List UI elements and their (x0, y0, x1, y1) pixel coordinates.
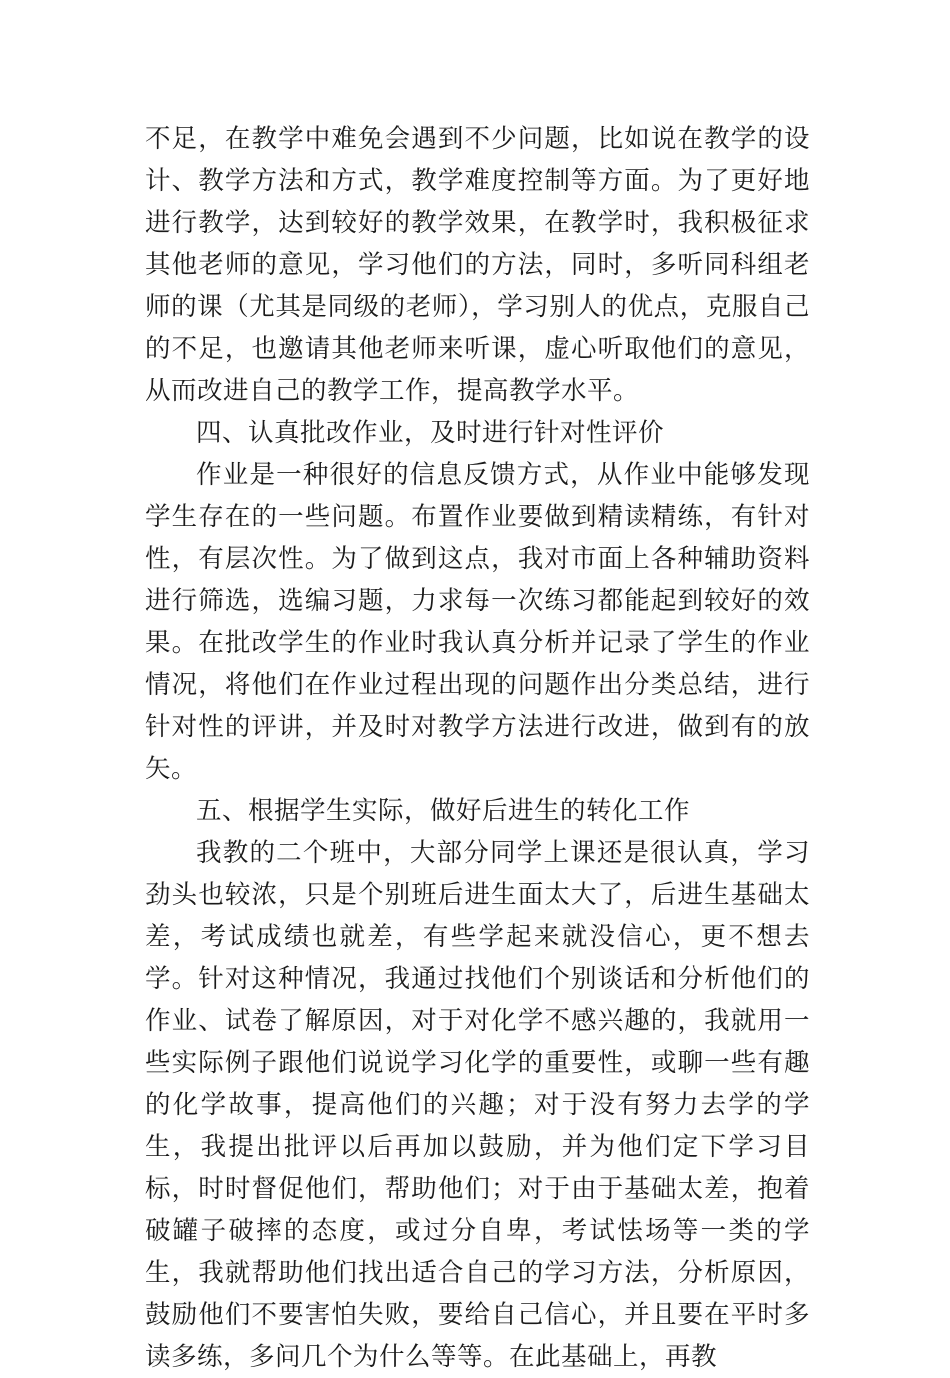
section-heading-5: 五、根据学生实际，做好后进生的转化工作 (196, 796, 691, 826)
paragraph-continuation: 不足，在教学中难免会遇到不少问题，比如说在教学的设计、教学方法和方式，教学难度控制等方面。为了更好地进行教学，达到较好的教学效果，在教学时，我积极征求其他老师的意见，学习他们的方法，同时，多听同科组老师的课（尤其是同级的老师），学习别人的优点，克服自己的不足，也邀请其他老师来听课，虚心听取他们的意见，从而改进自己的教学工作，提高教学水平。 (145, 124, 810, 406)
section-heading-4: 四、认真批改作业，及时进行针对性评价 (196, 418, 665, 448)
paragraph-homework: 作业是一种很好的信息反馈方式，从作业中能够发现学生存在的一些问题。布置作业要做到精读精练，有针对性，有层次性。为了做到这点，我对市面上各种辅助资料进行筛选，选编习题，力求每一次练习都能起到较好的效果。在批改学生的作业时我认真分析并记录了学生的作业情况，将他们在作业过程出现的问题作出分类总结，进行针对性的评讲，并及时对教学方法进行改进，做到有的放矢。 (145, 460, 810, 784)
body-text (145, 118, 810, 1378)
paragraph-struggling-students: 我教的二个班中，大部分同学上课还是很认真，学习劲头也较浓，只是个别班后进生面太大了，后进生基础太差，考试成绩也就差，有些学起来就没信心，更不想去学。针对这种情况，我通过找他们个别谈话和分析他们的作业、试卷了解原因，对于对化学不感兴趣的，我就用一些实际例子跟他们说说学习化学的重要性，或聊一些有趣的化学故事，提高他们的兴趣；对于没有努力去学的学生，我提出批评以后再加以鼓励，并为他们定下学习目标，时时督促他们，帮助他们；对于由于基础太差，抱着破罐子破摔的态度，或过分自卑，考试怯场等一类的学生，我就帮助他们找出适合自己的学习方法，分析原因，鼓励他们不要害怕失败，要给自己信心，并且要在平时多读多练，多问几个为什么等等。在此基础上，再教 (145, 838, 810, 1372)
